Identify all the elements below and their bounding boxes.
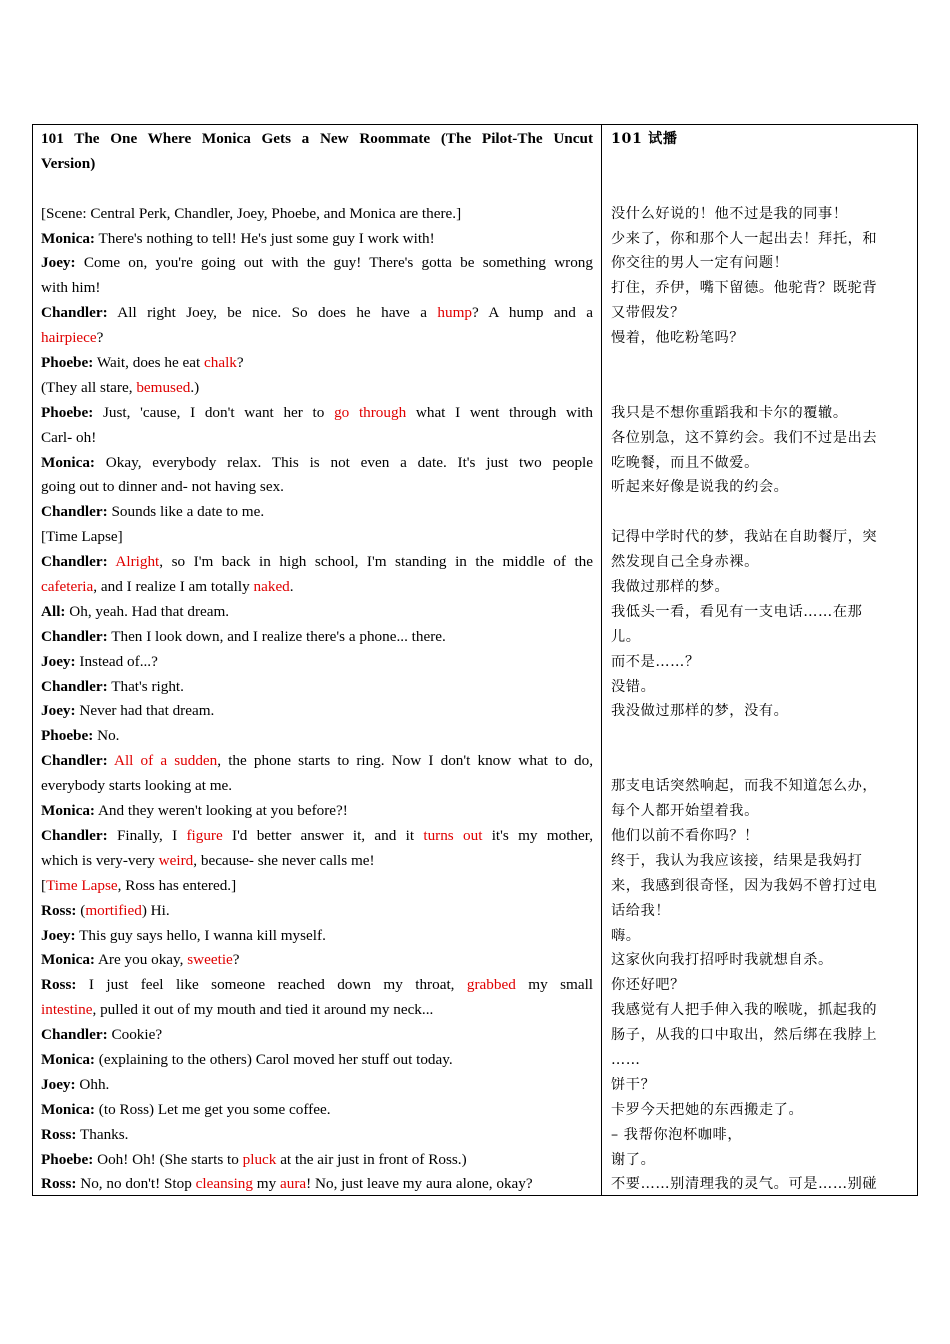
bold-text: Monica: <box>41 229 95 247</box>
line-text: Okay, everybody relax. This is not even a date. It's just two people <box>95 453 593 471</box>
bold-text: Joey: <box>41 1075 76 1093</box>
highlighted-vocabulary: intestine <box>41 1001 93 1019</box>
chinese-title-line: 101 试播 <box>611 131 678 147</box>
translation-line: 我感觉有人把手伸入我的喉咙，抓起我的 <box>611 1002 878 1019</box>
transcript-line <box>41 699 593 724</box>
line-text: ? A hump and a <box>471 304 593 322</box>
translation-line: 卡罗今天把她的东西搬走了。 <box>611 1101 804 1118</box>
translation-line: 你交往的男人一定有问题！ <box>611 255 789 272</box>
line-text: This guy says hello, I wanna kill myself. <box>75 926 326 944</box>
translation-line: 儿。 <box>611 628 641 645</box>
line-text: , pulled it out of my mouth and tied it around my neck... <box>92 1001 434 1019</box>
bold-text: Ross: <box>41 976 77 994</box>
highlighted-vocabulary: cafeteria <box>41 578 94 596</box>
bold-text: Phoebe: <box>41 354 94 372</box>
line-text: everybody starts looking at me. <box>41 777 233 795</box>
transcript-line <box>41 376 593 401</box>
transcript-line <box>41 1048 593 1073</box>
highlighted-vocabulary: weird <box>158 851 194 869</box>
translation-line: 打住，乔伊，嘴下留德。他驼背？既驼背 <box>611 280 878 297</box>
bold-text: Joey: <box>41 652 76 670</box>
translation-line: 他们以前不看你吗？！ <box>611 827 759 844</box>
line-text: my <box>253 1175 281 1193</box>
transcript-line <box>41 675 593 700</box>
line-text: , the phone starts to ring. Now I don't know what to do, <box>217 752 593 770</box>
translation-line: 我做过那样的梦。 <box>611 579 730 596</box>
bold-text: 101 The One Where Monica Gets a New Roommate (The Pilot-The Uncut <box>41 130 593 147</box>
highlighted-vocabulary: sweetie <box>187 951 233 969</box>
translation-line: 你还好吧？ <box>611 977 685 994</box>
line-text: ? <box>96 329 104 347</box>
line-text: which is very-very <box>41 851 159 869</box>
highlighted-vocabulary: All of a sudden <box>113 752 218 770</box>
line-text: Wait, does he eat <box>93 354 204 372</box>
line-text: And they weren't looking at you before?! <box>95 802 348 820</box>
translation-line: 谢了。 <box>611 1151 656 1168</box>
transcript-line <box>41 874 593 899</box>
line-text: Never had that dream. <box>75 702 215 720</box>
line-text: Cookie? <box>107 1026 163 1044</box>
translation-line: 每个人都开始望着我。 <box>611 803 759 820</box>
line-text: , Ross has entered.] <box>117 876 237 894</box>
line-text: Are you okay, <box>95 951 188 969</box>
highlighted-vocabulary: hump <box>437 304 472 322</box>
translation-line: 我低头一看，看见有一支电话……在那 <box>611 603 863 620</box>
bold-text: Phoebe: <box>41 727 94 745</box>
line-text: Then I look down, and I realize there's a phone... there. <box>107 627 446 645</box>
bold-text: Joey: <box>41 702 76 720</box>
transcript-line <box>41 824 593 849</box>
translation-line <box>611 724 909 749</box>
line-text: what I went through with <box>406 403 593 421</box>
line-text: Sounds like a date to me. <box>107 503 265 521</box>
transcript-line <box>41 625 593 650</box>
translation-line <box>611 376 909 401</box>
transcript-line <box>41 724 593 749</box>
highlighted-vocabulary: pluck <box>242 1150 277 1168</box>
line-text: , so I'm back in high school, I'm standing in the middle of the <box>159 553 593 571</box>
transcript-line <box>41 924 593 949</box>
highlighted-vocabulary: turns out <box>423 826 483 844</box>
line-text: No, no don't! Stop <box>76 1175 196 1193</box>
bold-text: Ross: <box>41 1125 77 1143</box>
transcript-line <box>41 401 593 426</box>
transcript-line <box>41 948 593 973</box>
line-text: All right Joey, be nice. So does he have a <box>107 304 438 322</box>
transcript-line <box>41 276 593 301</box>
transcript-line <box>41 1148 593 1173</box>
highlighted-vocabulary: chalk <box>204 354 237 372</box>
transcript-line <box>41 1098 593 1123</box>
transcript-line <box>41 475 593 500</box>
transcript-line <box>41 1172 593 1197</box>
transcript-line <box>41 799 593 824</box>
translation-line: 而不是……？ <box>611 653 700 670</box>
translation-line <box>611 177 909 202</box>
transcript-line <box>41 774 593 799</box>
line-text: [Scene: Central Perk, Chandler, Joey, Phoebe, and Monica are there.] <box>41 204 462 222</box>
translation-line: 然发现自己全身赤裸。 <box>611 554 759 571</box>
highlighted-vocabulary: bemused <box>136 378 191 396</box>
line-text: , because- she never calls me! <box>193 851 375 869</box>
transcript-line <box>41 426 593 451</box>
transcript-line <box>41 550 593 575</box>
bold-text: Chandler: <box>41 1026 108 1044</box>
transcript-line <box>41 152 593 177</box>
translation-line: 又带假发？ <box>611 305 685 322</box>
translation-line: 我只是不想你重蹈我和卡尔的覆辙。 <box>611 404 848 421</box>
bold-text: Monica: <box>41 802 95 820</box>
bold-text: Chandler: <box>41 677 108 695</box>
bold-text: Monica: <box>41 1050 95 1068</box>
bold-text: Monica: <box>41 951 95 969</box>
bold-text: Phoebe: <box>41 403 94 421</box>
line-text: Instead of...? <box>75 652 158 670</box>
line-text: That's right. <box>107 677 184 695</box>
transcript-line <box>41 998 593 1023</box>
translation-line: 饼干？ <box>611 1076 656 1093</box>
translation-line: 嗨。 <box>611 927 641 944</box>
translation-line <box>611 152 909 177</box>
line-text: Oh, yeah. Had that dream. <box>65 602 230 620</box>
translation-line <box>611 500 909 525</box>
translation-line: 慢着，他吃粉笔吗？ <box>611 330 745 347</box>
transcript-line <box>41 326 593 351</box>
transcript-line <box>41 251 593 276</box>
transcript-line <box>41 451 593 476</box>
bold-text: Joey: <box>41 926 76 944</box>
highlighted-vocabulary: Alright <box>115 553 160 571</box>
translation-line: 这家伙向我打招呼时我就想自杀。 <box>611 952 833 969</box>
line-text: (They all stare, <box>41 378 137 396</box>
line-text: I'd better answer it, and it <box>222 826 424 844</box>
bold-text: All: <box>41 602 66 620</box>
transcript-table <box>32 124 918 1196</box>
highlighted-vocabulary: mortified <box>85 901 142 919</box>
line-text: Carl- oh! <box>41 428 97 446</box>
translation-line <box>611 351 909 376</box>
line-text: [Time Lapse] <box>41 528 123 546</box>
translation-line: 没错。 <box>611 678 656 695</box>
highlighted-vocabulary: naked <box>253 578 290 596</box>
bold-text: Ross: <box>41 901 77 919</box>
chinese-translation-column <box>602 125 917 1195</box>
translation-line: 终于，我认为我应该接，结果是我妈打 <box>611 852 863 869</box>
line-text: Come on, you're going out with the guy! There's gotta be something wrong <box>75 254 593 272</box>
transcript-line <box>41 301 593 326</box>
translation-line: – 我帮你泡杯咖啡， <box>611 1126 743 1143</box>
line-text: going out to dinner and- not having sex. <box>41 478 284 496</box>
line-text: my small <box>515 976 593 994</box>
line-text: (to Ross) Let me get you some coffee. <box>95 1100 331 1118</box>
transcript-line <box>41 973 593 998</box>
line-text: Finally, I <box>107 826 187 844</box>
line-text: ( <box>76 901 86 919</box>
transcript-line <box>41 849 593 874</box>
highlighted-vocabulary: Time Lapse <box>46 876 118 894</box>
highlighted-vocabulary: grabbed <box>466 976 516 994</box>
episode-title-line <box>41 127 593 152</box>
bold-text: Phoebe: <box>41 1150 94 1168</box>
transcript-line <box>41 1123 593 1148</box>
bold-text: Chandler: <box>41 627 108 645</box>
bold-text: Chandler: <box>41 503 108 521</box>
line-text: with him! <box>41 279 101 297</box>
translation-line: 各位别急，这不算约会。我们不过是出去 <box>611 429 878 446</box>
transcript-line <box>41 525 593 550</box>
transcript-line <box>41 1023 593 1048</box>
highlighted-vocabulary: cleansing <box>195 1175 253 1193</box>
highlighted-vocabulary: figure <box>186 826 223 844</box>
translation-line: 话给我！ <box>611 902 671 919</box>
english-transcript-column <box>33 125 602 1195</box>
line-text: [ <box>41 876 47 894</box>
line-text: I just feel like someone reached down my throat, <box>76 976 467 994</box>
translation-line <box>611 749 909 774</box>
line-text: No. <box>93 727 120 745</box>
line-text: Ooh! Oh! (She starts to <box>93 1150 243 1168</box>
translation-line: 少来了，你和那个人一起出去！拜托，和 <box>611 230 878 247</box>
line-text: Thanks. <box>76 1125 129 1143</box>
bold-text: Chandler: <box>41 826 108 844</box>
bold-text: Chandler: <box>41 304 108 322</box>
translation-line: 记得中学时代的梦，我站在自助餐厅，突 <box>611 529 878 546</box>
bold-text: Version) <box>41 154 96 172</box>
line-text: There's nothing to tell! He's just some guy I work with! <box>95 229 435 247</box>
transcript-line <box>41 600 593 625</box>
translation-line: 不要……别清理我的灵气。可是……别碰 <box>611 1176 878 1193</box>
line-text: ! No, just leave my aura alone, okay? <box>306 1175 533 1193</box>
line-text: it's my mother, <box>482 826 593 844</box>
line-text: , and I realize I am totally <box>93 578 254 596</box>
highlighted-vocabulary: aura <box>280 1175 307 1193</box>
transcript-line <box>41 177 593 202</box>
translation-line: …… <box>611 1051 641 1068</box>
bold-text: Monica: <box>41 1100 95 1118</box>
transcript-line <box>41 899 593 924</box>
translation-line: 来，我感到很奇怪，因为我妈不曾打过电 <box>611 877 878 894</box>
transcript-line <box>41 650 593 675</box>
bold-text: Ross: <box>41 1175 77 1193</box>
bold-text: Chandler: <box>41 553 108 571</box>
line-text: Just, 'cause, I don't want her to <box>93 403 335 421</box>
line-text: ? <box>232 951 240 969</box>
translation-line: 没什么好说的！他不过是我的同事！ <box>611 205 848 222</box>
line-text: .) <box>190 378 200 396</box>
transcript-line <box>41 575 593 600</box>
line-text: at the air just in front of Ross.) <box>276 1150 467 1168</box>
translation-line: 肠子，从我的口中取出，然后绑在我脖上 <box>611 1027 878 1044</box>
translation-line: 听起来好像是说我的约会。 <box>611 479 789 496</box>
transcript-line <box>41 500 593 525</box>
transcript-line <box>41 202 593 227</box>
line-text: . <box>289 578 294 596</box>
line-text: ? <box>236 354 244 372</box>
translation-line: 吃晚餐，而且不做爱。 <box>611 454 759 471</box>
line-text: Ohh. <box>75 1075 110 1093</box>
transcript-line <box>41 227 593 252</box>
transcript-line <box>41 351 593 376</box>
transcript-line <box>41 749 593 774</box>
bold-text: Joey: <box>41 254 76 272</box>
highlighted-vocabulary: hairpiece <box>41 329 97 347</box>
bold-text: Chandler: <box>41 752 108 770</box>
bold-text: Monica: <box>41 453 95 471</box>
translation-line: 那支电话突然响起，而我不知道怎么办， <box>611 778 878 795</box>
highlighted-vocabulary: go through <box>334 403 407 421</box>
translation-line: 我没做过那样的梦，没有。 <box>611 703 789 720</box>
line-text: (explaining to the others) Carol moved her stuff out today. <box>95 1050 453 1068</box>
line-text: ) Hi. <box>141 901 170 919</box>
transcript-line <box>41 1073 593 1098</box>
